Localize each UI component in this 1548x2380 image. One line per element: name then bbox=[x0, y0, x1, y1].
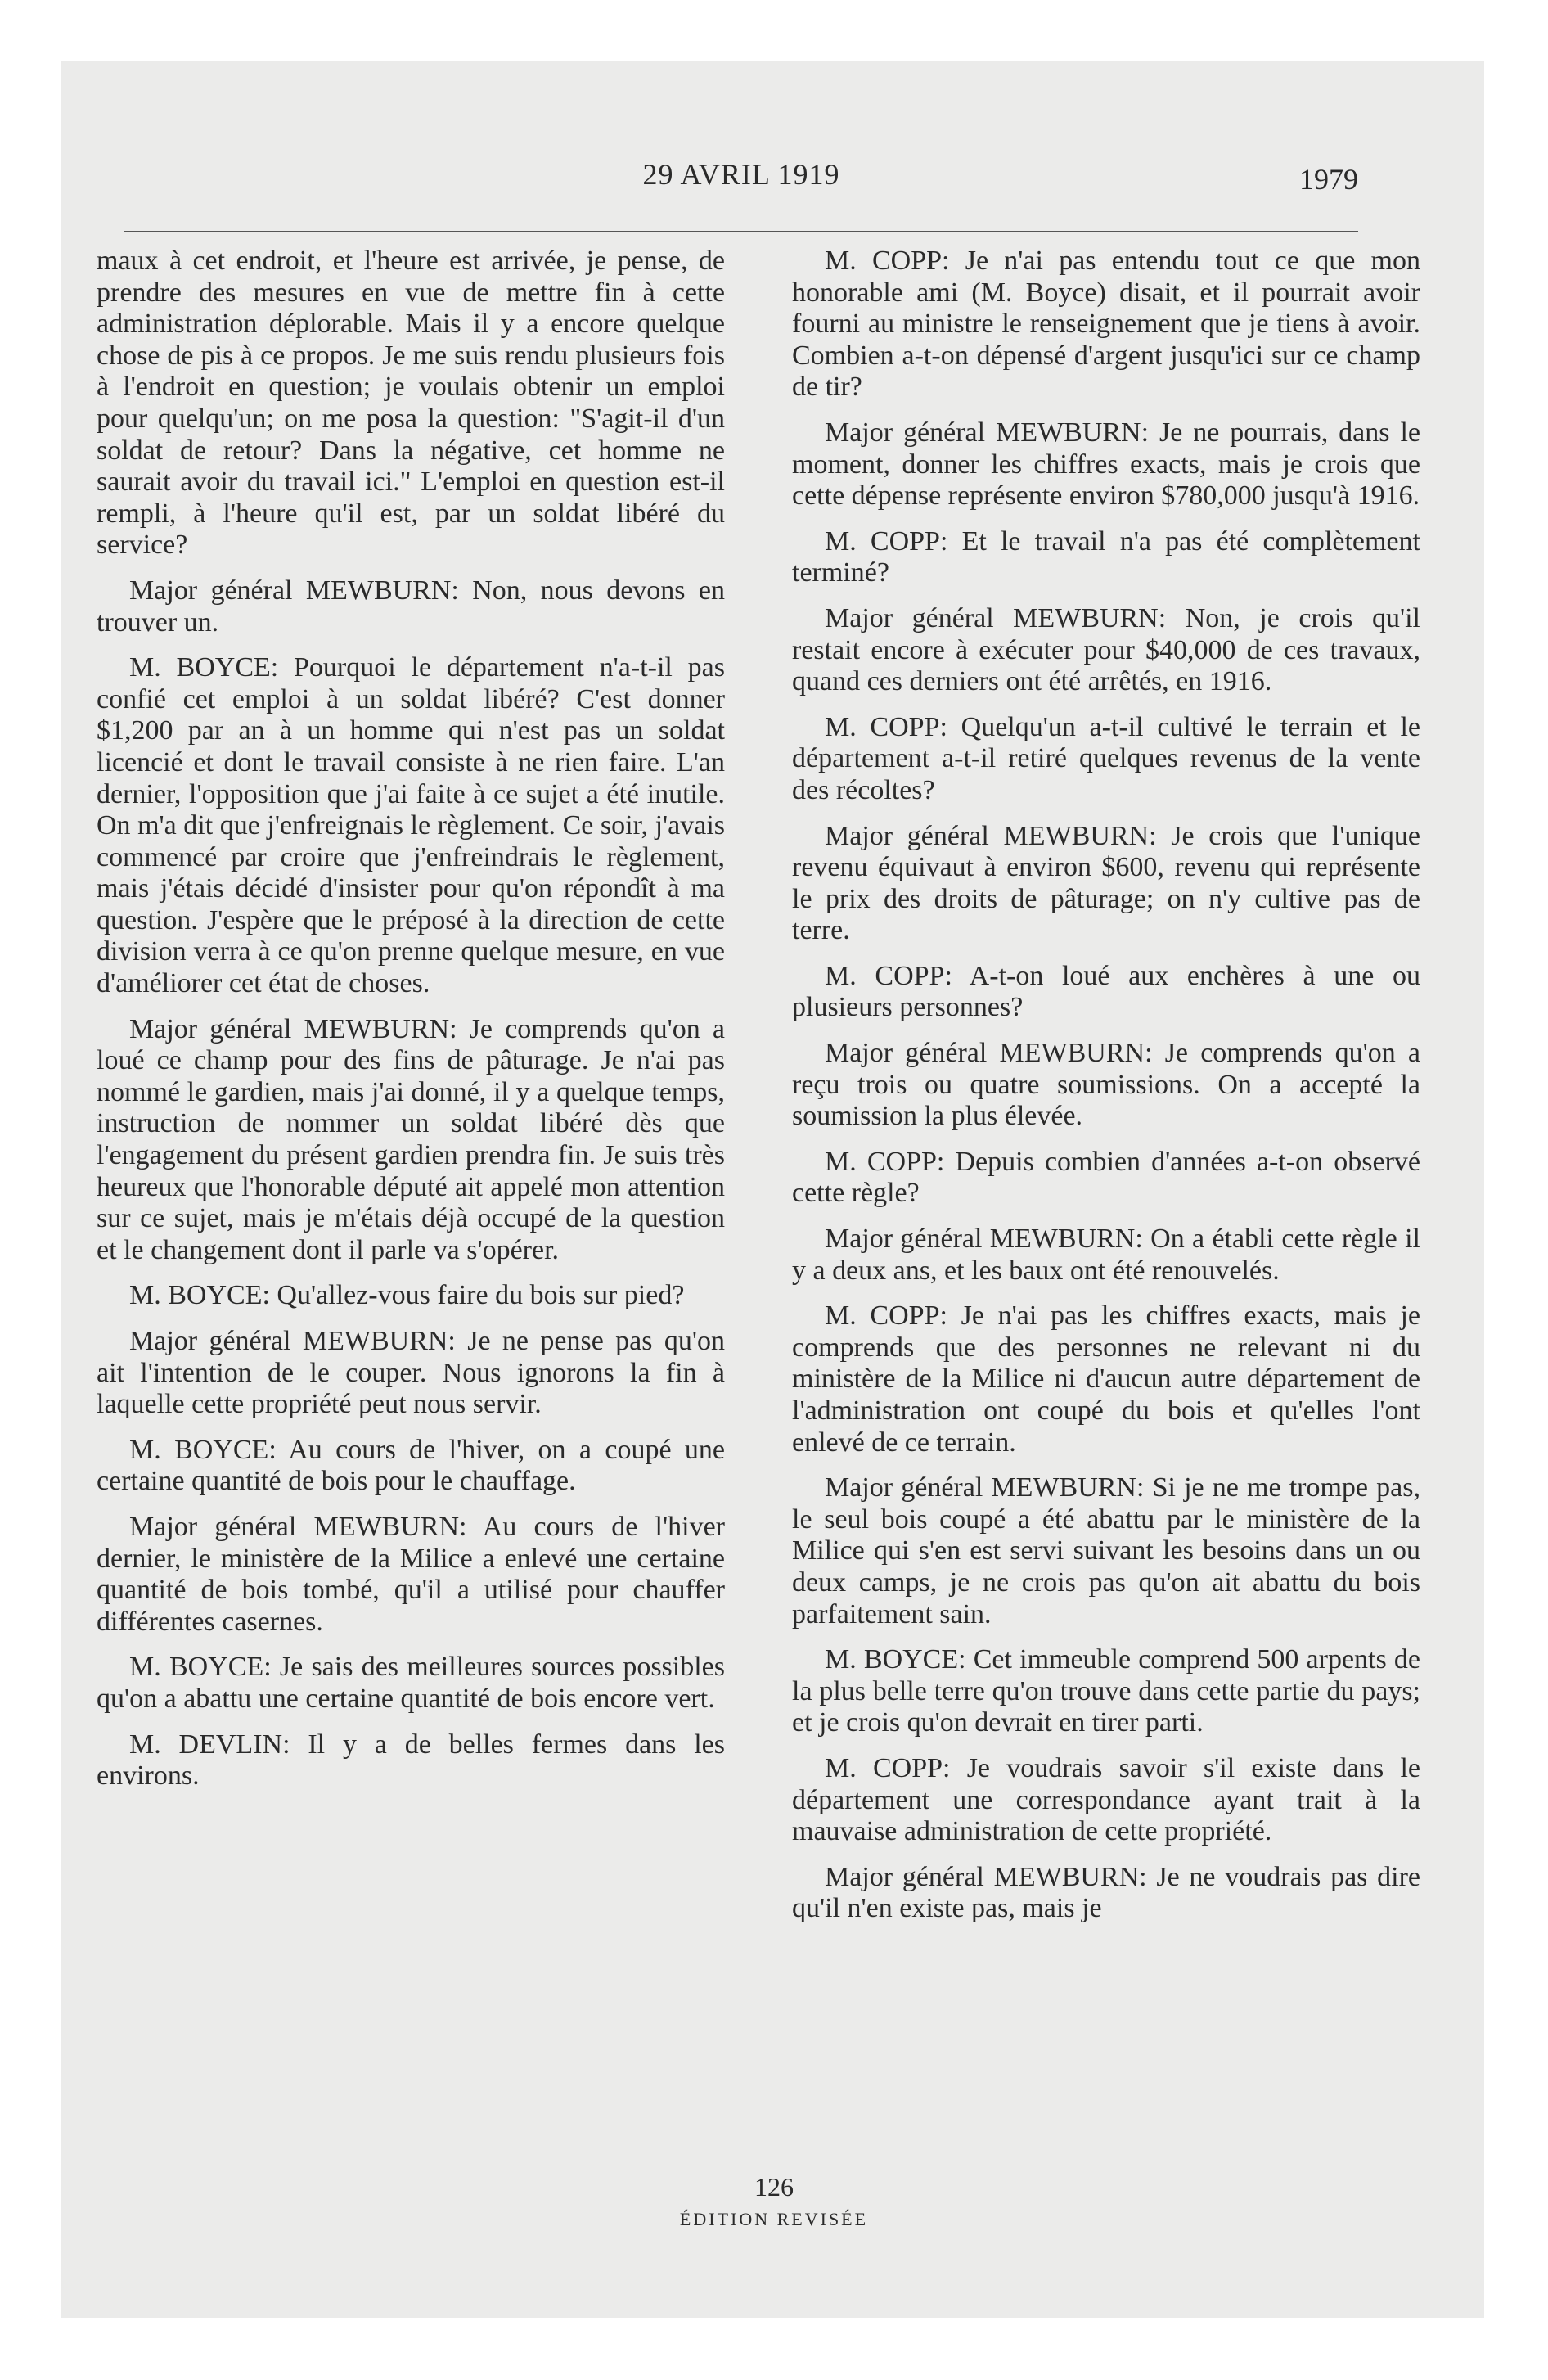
paragraph: M. COPP: Je voudrais savoir s'il existe dans le département une correspondance ayant trait à la mauvaise administration de cette propriété. bbox=[792, 1752, 1420, 1847]
page-number: 1979 bbox=[1299, 163, 1358, 196]
paragraph: M. COPP: Quelqu'un a-t-il cultivé le terrain et le département a-t-il retiré quelques revenus de la vente des récoltes? bbox=[792, 711, 1420, 805]
paragraph: M. DEVLIN: Il y a de belles fermes dans les environs. bbox=[97, 1729, 725, 1792]
right-column bbox=[792, 246, 1420, 1939]
paragraph: Major général MEWBURN: Je comprends qu'on a loué ce champ pour des fins de pâturage. Je n'ai pas nommé le gardien, mais j'ai donné, il y a quelque temps, instruction de nommer un soldat libéré dès que l'engagement du présent gardien prendra fin. Je suis très heureux que l'honorable député ait appelé mon attention sur ce sujet, mais je m'étais déjà occupé de la question et le changement dont il parle va s'opérer. bbox=[97, 1013, 725, 1265]
paragraph: M. COPP: Depuis combien d'années a-t-on observé cette règle? bbox=[792, 1146, 1420, 1209]
paragraph: M. COPP: Je n'ai pas les chiffres exacts, mais je comprends que des personnes ne relevant ni du ministère de la Milice ni d'aucun autre département de l'administration ont coupé du bois et qu'elles l'ont enlevé de ce terrain. bbox=[792, 1300, 1420, 1458]
paragraph: M. BOYCE: Qu'allez-vous faire du bois sur pied? bbox=[129, 1280, 685, 1311]
paragraph: M. BOYCE: Au cours de l'hiver, on a coupé une certaine quantité de bois pour le chauffage. bbox=[97, 1434, 725, 1497]
paragraph: Major général MEWBURN: Je ne pourrais, dans le moment, donner les chiffres exacts, mais je crois que cette dépense représente environ $780,000 jusqu'à 1916. bbox=[792, 417, 1420, 512]
page-header bbox=[124, 157, 1358, 203]
paragraph: M. BOYCE: Je sais des meilleures sources possibles qu'on a abattu une certaine quantité de bois encore vert. bbox=[97, 1652, 725, 1714]
paragraph: Major général MEWBURN: Au cours de l'hiver dernier, le ministère de la Milice a enlevé une certaine quantité de bois tombé, qu'il a utilisé pour chauffer différentes casernes. bbox=[97, 1511, 725, 1637]
paragraph: Major général MEWBURN: Je comprends qu'on a reçu trois ou quatre soumissions. On a accepté la soumission la plus élevée. bbox=[792, 1038, 1420, 1132]
paragraph: Major général MEWBURN: Non, nous devons en trouver un. bbox=[97, 575, 725, 638]
paragraph: M. COPP: Et le travail n'a pas été complètement terminé? bbox=[792, 525, 1420, 588]
paragraph: M. COPP: Je n'ai pas entendu tout ce que mon honorable ami (M. Boyce) disait, et il pourrait avoir fourni au ministre le renseignement que je tiens à avoir. Combien a-t-on dépensé d'argent jusqu'ici sur ce champ de tir? bbox=[792, 246, 1420, 403]
paragraph: Major général MEWBURN: Si je ne me trompe pas, le seul bois coupé a été abattu par le ministère de la Milice qui s'en est servi suivant les besoins dans un ou deux camps, je ne crois pas qu'on ait abattu du bois parfaitement sain. bbox=[792, 1472, 1420, 1629]
paragraph: M. BOYCE: Pourquoi le département n'a-t-il pas confié cet emploi à un soldat libéré? C'est donner $1,200 par an à un homme qui n'est pas un soldat licencié et dont le travail consiste à ne rien faire. L'an dernier, l'opposition que j'ai faite à ce sujet a été inutile. On m'a dit que j'enfreignais le règlement. Ce soir, j'avais commencé par croire que j'enfreindrais le règlement, mais j'étais décidé d'insister pour qu'on répondît à ma question. J'espère que le préposé à la direction de cette division verra à ce qu'on prenne quelque mesure, en vue d'améliorer cet état de choses. bbox=[97, 652, 725, 999]
paragraph: M. BOYCE: Cet immeuble comprend 500 arpents de la plus belle terre qu'on trouve dans cette partie du pays; et je crois qu'on devrait en tirer parti. bbox=[792, 1644, 1420, 1738]
footer-edition: ÉDITION REVISÉE bbox=[679, 2209, 869, 2229]
header-rule bbox=[124, 231, 1358, 232]
paragraph: Major général MEWBURN: On a établi cette règle il y a deux ans, et les baux ont été renouvelés. bbox=[792, 1224, 1420, 1286]
paragraph: M. COPP: A-t-on loué aux enchères à une ou plusieurs personnes? bbox=[792, 960, 1420, 1023]
paragraph: Major général MEWBURN: Non, je crois qu'il restait encore à exécuter pour $40,000 de ces travaux, quand ces derniers ont été arrêtés, en 1916. bbox=[792, 602, 1420, 697]
paragraph: Major général MEWBURN: Je crois que l'unique revenu équivaut à environ $600, revenu qui représente le prix des droits de pâturage; on n'y cultive pas de terre. bbox=[792, 820, 1420, 946]
paragraph: maux à cet endroit, et l'heure est arrivée, je pense, de prendre des mesures en vue de mettre fin à cette administration déplorable. Mais il y a encore quelque chose de pis à ce propos. Je me suis rendu plusieurs fois à l'endroit en question; je voulais obtenir un emploi pour quelqu'un; on me posa la question: "S'agit-il d'un soldat de retour? Dans la négative, cet homme ne saurait avoir du travail ici." L'emploi en question est-il rempli, à l'heure qu'il est, par un soldat libéré du service? bbox=[97, 246, 725, 561]
footer-page-number: 126 bbox=[754, 2172, 794, 2202]
paragraph: Major général MEWBURN: Je ne pense pas qu'on ait l'intention de le couper. Nous ignorons la fin à laquelle cette propriété peut nous servir. bbox=[97, 1326, 725, 1420]
left-column bbox=[97, 246, 725, 1806]
paragraph: Major général MEWBURN: Je ne voudrais pas dire qu'il n'en existe pas, mais je bbox=[792, 1861, 1420, 1924]
page-footer bbox=[0, 2172, 1548, 2230]
page-date: 29 AVRIL 1919 bbox=[642, 158, 840, 191]
